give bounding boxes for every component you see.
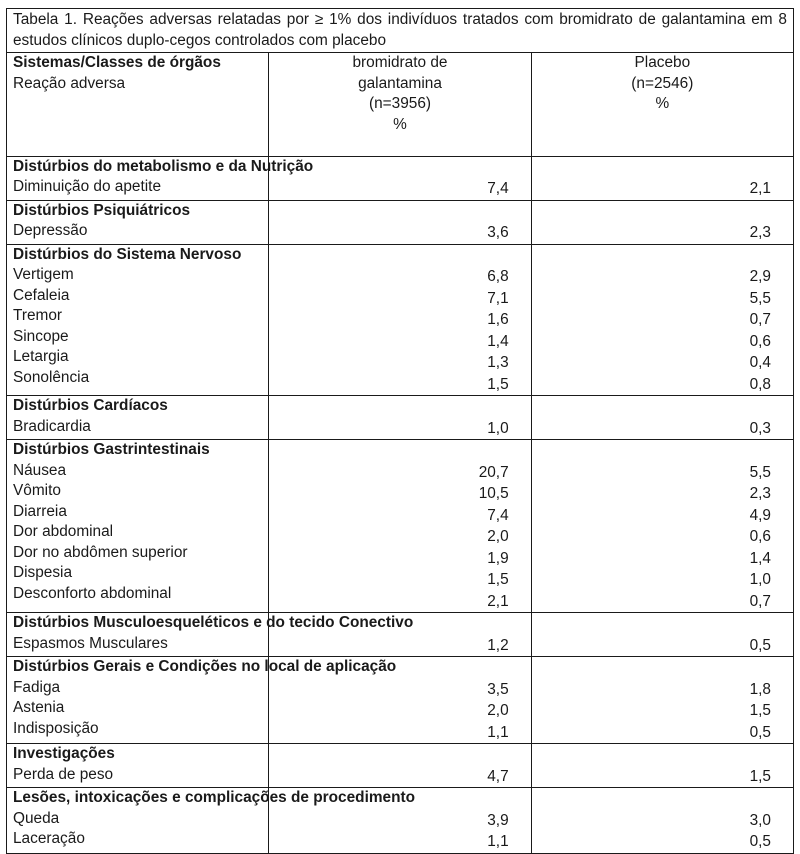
header-row: [7, 53, 794, 157]
header-system-organ-class: [7, 53, 269, 157]
drug-percentage: 7,4: [487, 180, 509, 197]
drug-percentage: 1,6: [487, 311, 509, 328]
group-title: Distúrbios do metabolismo e da Nutrição: [13, 157, 314, 175]
group-row: [7, 396, 794, 440]
drug-percentage: 1,5: [487, 375, 509, 393]
drug-values-cell: [269, 744, 531, 788]
reaction-label: Queda: [13, 809, 60, 827]
reaction-label: Sonolência: [13, 368, 90, 386]
drug-values-cell: [269, 244, 531, 396]
reaction-label: Desconforto abdominal: [13, 584, 172, 602]
reaction-label: Vertigem: [13, 266, 74, 283]
group-labels-cell: [7, 244, 269, 396]
placebo-values-cell: [531, 657, 793, 744]
placebo-percentage: 1,5: [749, 767, 771, 785]
placebo-values-cell: [531, 744, 793, 788]
placebo-percentage: 0,6: [749, 332, 771, 350]
drug-percentage: 1,3: [487, 354, 509, 371]
group-labels-cell: [7, 440, 269, 613]
placebo-percentage: 3,0: [749, 811, 771, 829]
placebo-percentage: 4,9: [749, 506, 771, 524]
group-labels-cell: [7, 396, 269, 440]
reaction-label: Bradicardia: [13, 417, 91, 435]
reaction-label: Diminuição do apetite: [13, 178, 162, 195]
placebo-percentage: 0,7: [749, 592, 771, 610]
drug-percentage: 1,5: [487, 571, 509, 588]
group-labels-cell: [7, 744, 269, 788]
reaction-label: Fadiga: [13, 678, 61, 696]
header-col1-sub: Reação adversa: [13, 74, 126, 92]
reaction-label: Dor no abdômen superior: [13, 543, 188, 561]
header-placebo-line: (n=2546): [631, 74, 694, 92]
placebo-values-cell: [531, 396, 793, 440]
placebo-percentage: 2,1: [749, 180, 771, 197]
drug-values-cell: [269, 396, 531, 440]
placebo-percentage: 0,6: [749, 528, 771, 545]
group-title: Lesões, intoxicações e complicações de procedimento: [13, 789, 416, 806]
placebo-percentage: 1,8: [749, 680, 771, 698]
placebo-percentage: 2,3: [749, 224, 771, 241]
drug-percentage: 1,9: [487, 549, 509, 567]
placebo-percentage: 1,0: [749, 571, 771, 588]
placebo-percentage: 5,5: [749, 463, 771, 481]
header-drug-line: %: [393, 115, 407, 133]
group-title: Distúrbios Musculoesqueléticos e do tecido Conectivo: [13, 614, 414, 631]
header-placebo-line: Placebo: [634, 54, 691, 71]
drug-percentage: 1,1: [487, 723, 509, 741]
adverse-reactions-table: [6, 8, 794, 854]
reaction-label: Cefaleia: [13, 286, 70, 304]
drug-percentage: 2,0: [487, 528, 509, 545]
drug-percentage: 1,4: [487, 332, 509, 350]
drug-percentage: 2,1: [487, 592, 509, 610]
reaction-label: Náusea: [13, 461, 67, 479]
placebo-percentage: 2,9: [749, 268, 771, 285]
reaction-label: Perda de peso: [13, 765, 114, 783]
group-row: [7, 657, 794, 744]
caption-row: [7, 9, 794, 53]
reaction-label: Laceração: [13, 830, 85, 847]
group-labels-cell: [7, 200, 269, 244]
reaction-label: Depressão: [13, 222, 88, 239]
placebo-percentage: 0,5: [749, 723, 771, 741]
reaction-label: Letargia: [13, 348, 69, 365]
placebo-values-cell: [531, 613, 793, 657]
group-row: [7, 200, 794, 244]
group-title: Distúrbios Gerais e Condições no local de aplicação: [13, 658, 397, 675]
table-caption: Tabela 1. Reações adversas relatadas por ≥ 1% dos indivíduos tratados com bromidrato de galantamina em 8 estudos clínicos duplo-cegos controlados com placebo: [7, 9, 794, 53]
group-labels-cell: [7, 156, 314, 200]
group-row: [7, 788, 794, 854]
drug-percentage: 4,7: [487, 767, 509, 785]
header-drug: [269, 53, 531, 157]
header-placebo: [531, 53, 793, 157]
group-row: [7, 156, 794, 200]
placebo-values-cell: [531, 788, 793, 854]
placebo-percentage: 2,3: [749, 485, 771, 502]
header-placebo-line: %: [655, 95, 670, 112]
placebo-percentage: 0,4: [749, 354, 771, 371]
placebo-values-cell: [531, 440, 793, 613]
drug-percentage: 6,8: [487, 268, 509, 285]
group-labels-cell: [7, 657, 397, 744]
reaction-label: Vômito: [13, 482, 61, 499]
placebo-percentage: 0,5: [749, 833, 771, 850]
drug-percentage: 1,0: [487, 419, 509, 437]
placebo-percentage: 0,8: [749, 375, 771, 393]
drug-percentage: 10,5: [478, 485, 509, 502]
placebo-percentage: 0,5: [749, 636, 771, 654]
placebo-percentage: 1,4: [749, 549, 771, 567]
drug-percentage: 3,9: [487, 811, 509, 829]
placebo-percentage: 0,7: [749, 311, 771, 328]
group-row: [7, 244, 794, 396]
reaction-label: Diarreia: [13, 502, 67, 520]
group-labels-cell: [7, 788, 416, 854]
group-labels-cell: [7, 613, 414, 657]
drug-percentage: 2,0: [487, 702, 509, 719]
group-title: Distúrbios do Sistema Nervoso: [13, 245, 242, 263]
group-title: Distúrbios Gastrintestinais: [13, 441, 210, 458]
drug-values-cell: [269, 200, 531, 244]
reaction-label: Dispesia: [13, 564, 73, 581]
group-title: Distúrbios Cardíacos: [13, 397, 168, 414]
group-row: [7, 744, 794, 788]
drug-percentage: 20,7: [478, 463, 509, 481]
group-row: [7, 440, 794, 613]
header-drug-line: bromidrato de: [352, 54, 448, 71]
drug-percentage: 3,5: [487, 680, 509, 698]
reaction-label: Espasmos Musculares: [13, 634, 168, 652]
header-col1-title: Sistemas/Classes de órgãos: [13, 54, 221, 71]
placebo-percentage: 0,3: [749, 419, 771, 437]
reaction-label: Indisposição: [13, 719, 99, 737]
group-title: Investigações: [13, 745, 115, 762]
drug-percentage: 1,1: [487, 833, 509, 850]
reaction-label: Dor abdominal: [13, 523, 114, 540]
group-title: Distúrbios Psiquiátricos: [13, 201, 191, 219]
reaction-label: Astenia: [13, 699, 65, 716]
reaction-label: Tremor: [13, 307, 63, 324]
drug-percentage: 7,4: [487, 506, 509, 524]
drug-percentage: 3,6: [487, 224, 509, 241]
adverse-reactions-document: [6, 8, 794, 854]
drug-percentage: 1,2: [487, 636, 509, 654]
header-drug-line: (n=3956): [368, 95, 432, 112]
placebo-values-cell: [531, 244, 793, 396]
group-row: [7, 613, 794, 657]
placebo-percentage: 5,5: [749, 289, 771, 307]
placebo-values-cell: [531, 156, 793, 200]
placebo-percentage: 1,5: [749, 702, 771, 719]
reaction-label: Sincope: [13, 327, 69, 345]
placebo-values-cell: [531, 200, 793, 244]
header-drug-line: galantamina: [358, 74, 442, 92]
drug-values-cell: [269, 440, 531, 613]
drug-percentage: 7,1: [487, 289, 509, 307]
